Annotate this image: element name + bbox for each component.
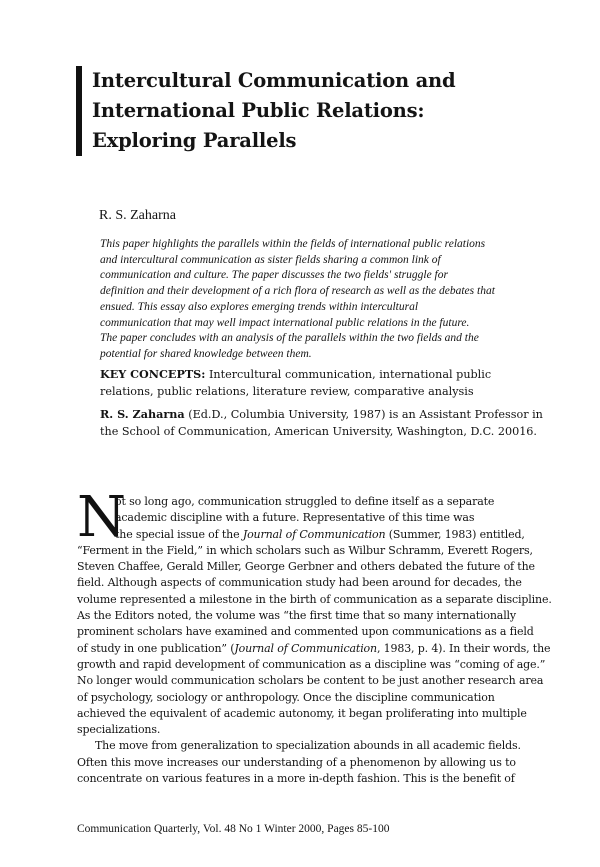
key-concepts-label: KEY CONCEPTS: (100, 367, 206, 381)
body-line: Steven Chaffee, Gerald Miller, George Gerbner and others debated the future of the (77, 560, 535, 574)
abstract-line: potential for shared knowledge between them. (100, 347, 312, 360)
author-name: R. S. Zaharna (99, 208, 176, 223)
abstract-line: and intercultural communication as sister fields sharing a common link of (100, 253, 441, 266)
key-concepts-text: Intercultural communication, international public (208, 368, 492, 381)
bio-text: the School of Communication, American University, Washington, D.C. 20016. (100, 425, 537, 438)
body-text (77, 485, 552, 787)
author-bio (100, 406, 543, 440)
body-line: academic discipline with a future. Representative of this time was (115, 511, 475, 525)
journal-citation-footer: Communication Quarterly, Vol. 48 No 1 Winter 2000, Pages 85-100 (77, 823, 390, 835)
bio-name: R. S. Zaharna (100, 407, 185, 421)
abstract-line: communication that may well impact international public relations in the future. (100, 316, 470, 329)
body-line: concentrate on various features in a more in-depth fashion. This is the benefit of (77, 772, 515, 786)
abstract-line: ensued. This essay also explores emerging trends within intercultural (100, 300, 419, 313)
body-line: prominent scholars have examined and commented upon communications as a field (77, 625, 534, 639)
journal-title: Journal of Communication (242, 527, 386, 541)
body-line: Often this move increases our understanding of a phenomenon by allowing us to (77, 755, 516, 769)
journal-title: Journal of Communication (234, 641, 377, 655)
title-line-2: International Public Relations: (92, 99, 425, 122)
body-line: As the Editors noted, the volume was “the first time that so many internationally (77, 609, 516, 623)
body-line: No longer would communication scholars be content to be just another research area (77, 674, 544, 688)
abstract (100, 237, 500, 363)
body-line: The move from generalization to specialization abounds in all academic fields. (95, 739, 521, 753)
abstract-line: definition and their development of a rich flora of research as well as the debates that (100, 285, 495, 298)
body-line: of study in one publication” (Journal of Communication, 1983, p. 4). In their words, the (77, 641, 551, 655)
abstract-line: communication and culture. The paper discusses the two fields' struggle for (100, 269, 448, 282)
body-line: field. Although aspects of communication study had been around for decades, the (77, 576, 522, 590)
body-line: volume represented a milestone in the birth of communication as a separate discipline. (77, 592, 552, 606)
abstract-line: This paper highlights the parallels within the fields of international public relations (100, 238, 486, 250)
title-line-1: Intercultural Communication and (92, 69, 456, 92)
abstract-line: The paper concludes with an analysis of the parallels within the two fields and the (100, 332, 479, 345)
body-line: growth and rapid development of communication as a discipline was “coming of age.” (77, 657, 546, 671)
title-line-3: Exploring Parallels (92, 129, 297, 152)
key-concepts (100, 366, 500, 400)
drop-cap: N (77, 485, 126, 550)
bio-text: (Ed.D., Columbia University, 1987) is an Assistant Professor in (188, 408, 543, 421)
key-concepts-text: relations, public relations, literature review, comparative analysis (100, 385, 474, 398)
body-line: achieved the equivalent of academic autonomy, it began proliferating into multiple (77, 706, 527, 720)
body-line: the special issue of the Journal of Communication (Summer, 1983) entitled, (115, 527, 525, 541)
body-line: of psychology, sociology or anthropology. Once the discipline communication (77, 690, 495, 704)
body-line: ot so long ago, communication struggled to define itself as a separate (115, 495, 495, 508)
article-title (76, 66, 562, 156)
body-line: “Ferment in the Field,” in which scholars such as Wilbur Schramm, Everett Rogers, (77, 543, 533, 557)
body-line: specializations. (77, 723, 161, 737)
